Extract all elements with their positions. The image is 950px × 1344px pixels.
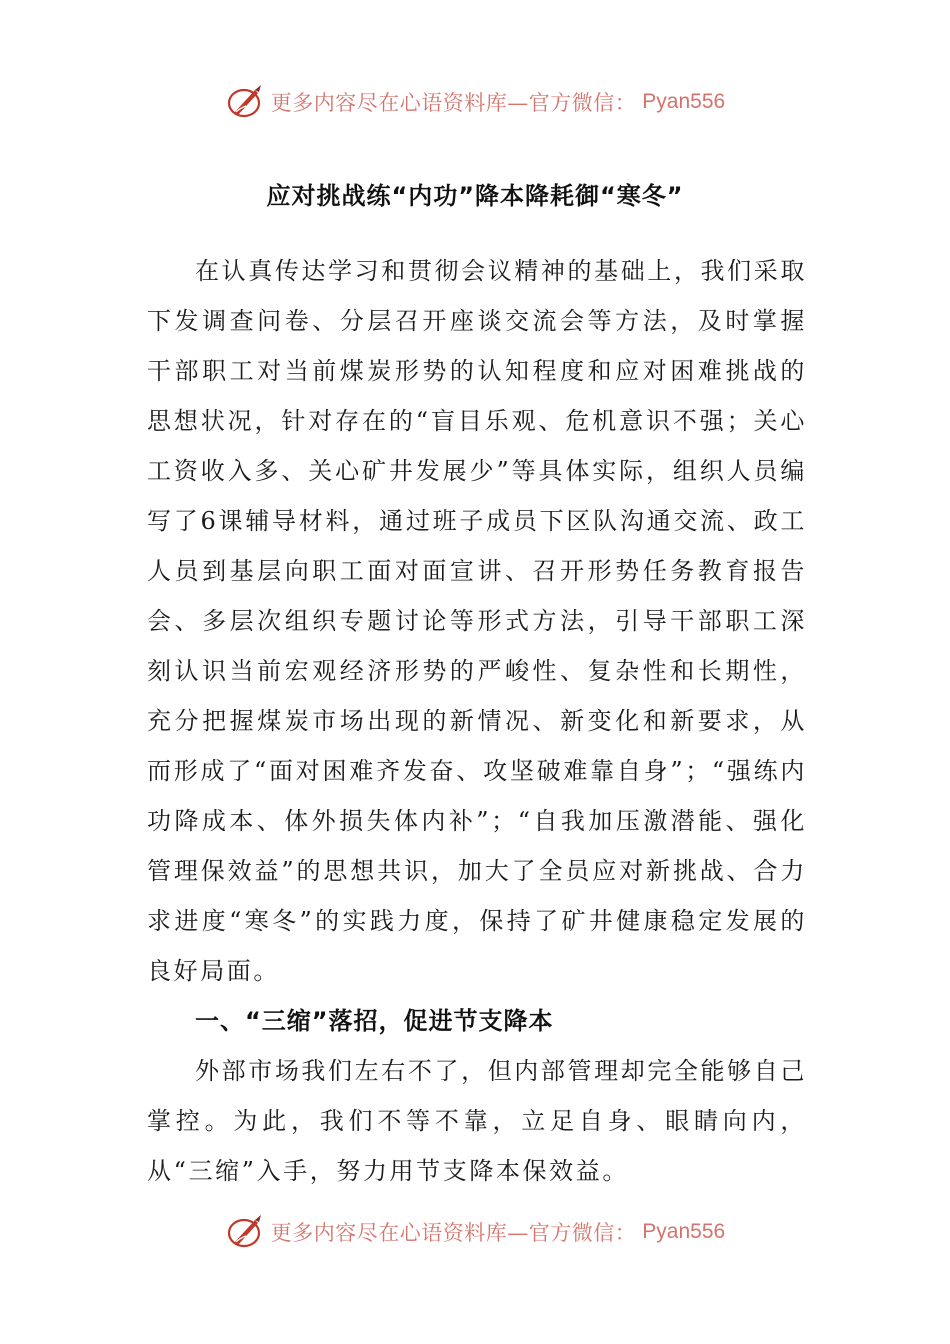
watermark-wechat-id: Pyan556 [642, 1220, 726, 1243]
quill-logo-icon [225, 82, 265, 122]
document-body [147, 246, 807, 1196]
watermark-slogan: 更多内容尽在心语资料库—官方微信： [270, 1221, 637, 1245]
watermark-banner-bottom [0, 1210, 950, 1254]
watermark-wechat-id: Pyan556 [642, 90, 726, 113]
body-paragraph: 外部市场我们左右不了，但内部管理却完全能够自己掌控。为此，我们不等不靠，立足自身、眼睛向内，从“三缩”入手，努力用节支降本保效益。 [147, 1057, 807, 1185]
quill-logo-icon [225, 1212, 265, 1252]
watermark-slogan: 更多内容尽在心语资料库—官方微信： [270, 91, 637, 115]
watermark-banner-top [0, 80, 950, 124]
document-title: 应对挑战练“内功”降本降耗御“寒冬” [266, 182, 684, 210]
section-heading: 一、“三缩”落招，促进节支降本 [195, 1007, 554, 1035]
body-paragraph: 在认真传达学习和贯彻会议精神的基础上，我们采取下发调查问卷、分层召开座谈交流会等方法，及时掌握干部职工对当前煤炭形势的认知程度和应对困难挑战的思想状况，针对存在的“盲目乐观、危机意识不强；关心工资收入多、关心矿井发展少”等具体实际，组织人员编写了6课辅导材料，通过班子成员下区队沟通交流、政工人员到基层向职工面对面宣讲、召开形势任务教育报告会、多层次组织专题讨论等形式方法，引导干部职工深刻认识当前宏观经济形势的严峻性、复杂性和长期性，充分把握煤炭市场出现的新情况、新变化和新要求，从而形成了“面对困难齐发奋、攻坚破难靠自身”；“强练内功降成本、体外损失体内补”；“自我加压激潜能、强化管理保效益”的思想共识，加大了全员应对新挑战、合力求进度“寒冬”的实践力度，保持了矿井健康稳定发展的良好局面。 [147, 257, 807, 985]
